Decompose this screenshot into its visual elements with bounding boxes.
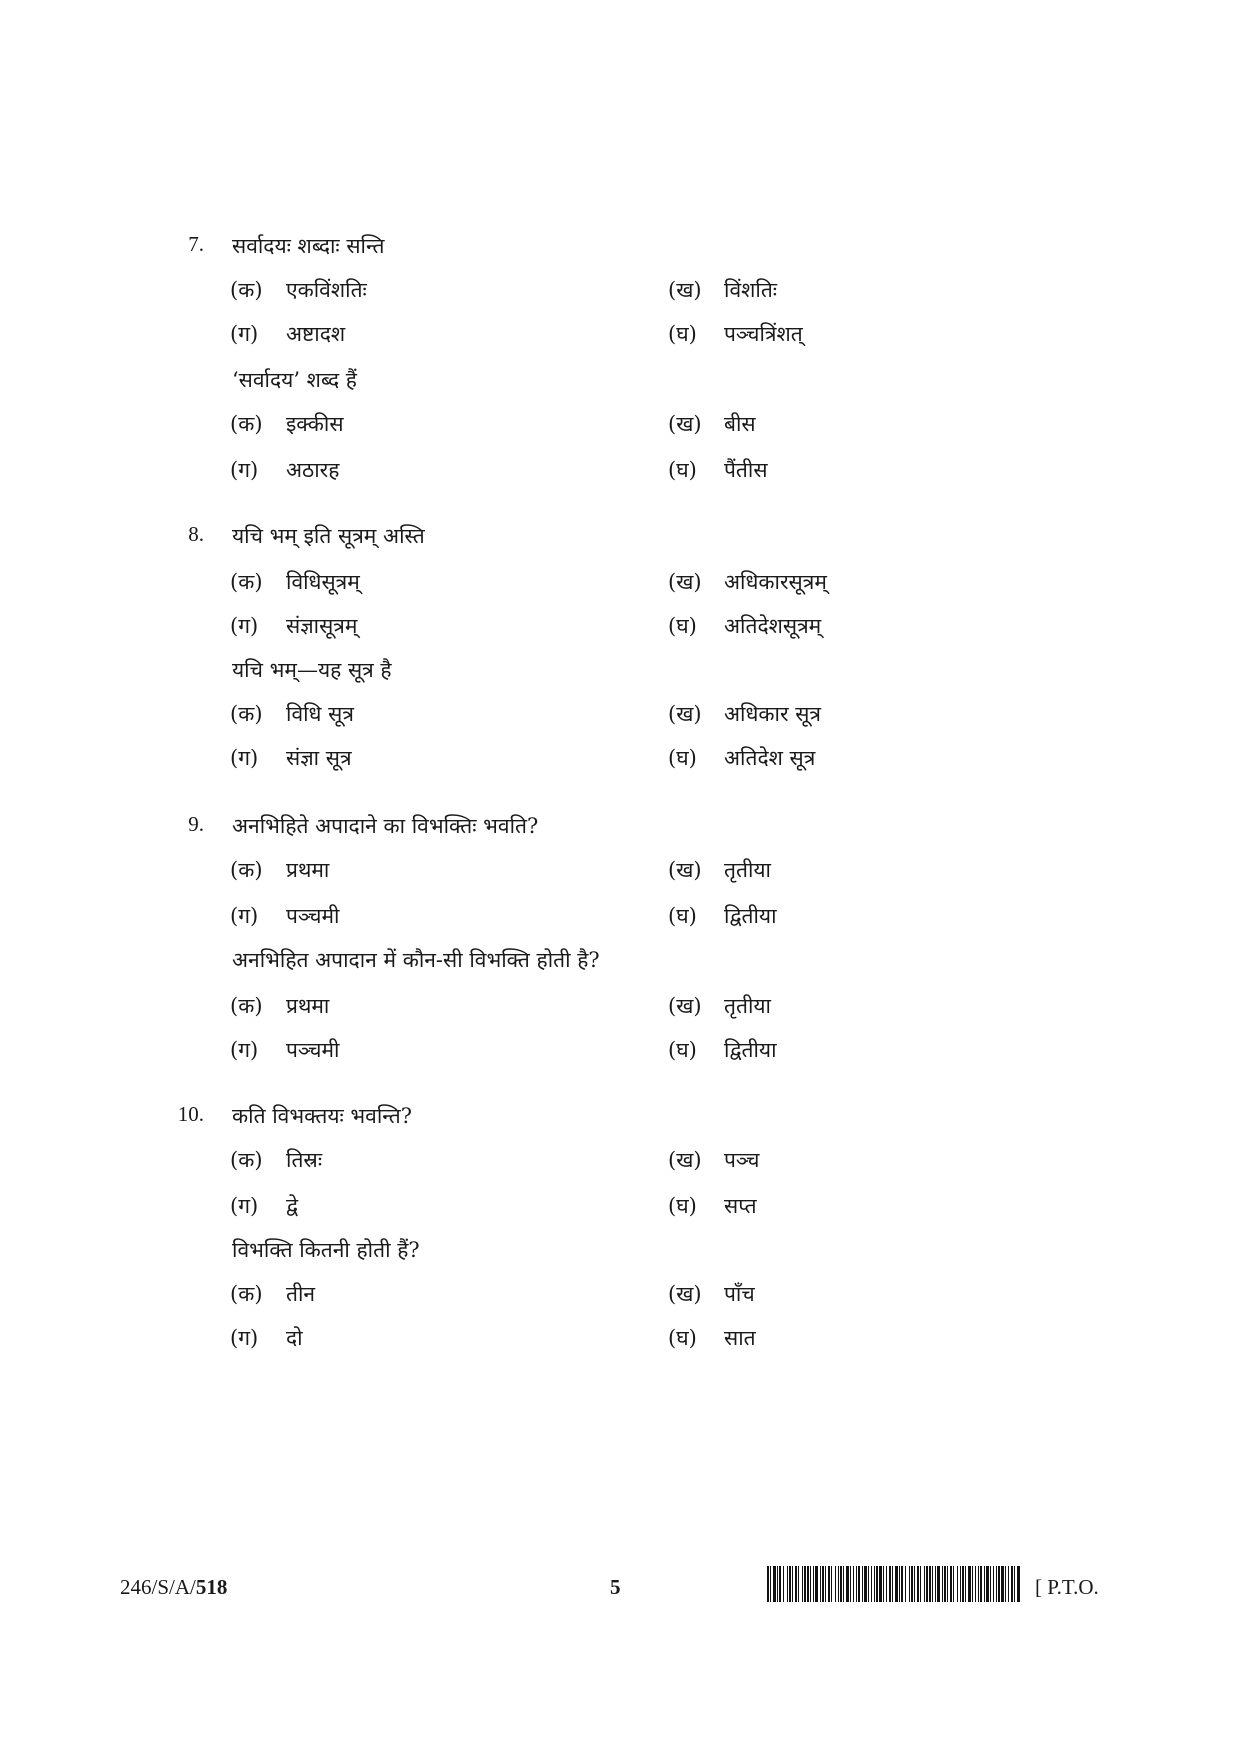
question-number: 9.	[188, 812, 204, 836]
question-text-hindi: विभक्ति कितनी होती हैं?	[232, 1238, 420, 1262]
question-text-sanskrit: अनभिहिते अपादाने का विभक्तिः भवति?	[232, 814, 539, 838]
option-gha: (घ) द्वितीया	[668, 904, 777, 928]
option-kha-hindi: (ख) तृतीया	[668, 994, 771, 1018]
question-text-hindi: यचि भम्—यह सूत्र है	[232, 658, 392, 682]
option-ga: (ग) अष्टादश	[230, 322, 346, 346]
option-gha-hindi: (घ) अतिदेश सूत्र	[668, 746, 816, 770]
option-kha-hindi: (ख) पाँच	[668, 1282, 755, 1306]
option-ga-hindi: (ग) संज्ञा सूत्र	[230, 746, 352, 770]
option-ga-hindi: (ग) अठारह	[230, 458, 340, 482]
option-ka: (क) एकविंशतिः	[230, 278, 367, 302]
option-ga: (ग) द्वे	[230, 1194, 299, 1218]
option-ga-hindi: (ग) पञ्चमी	[230, 1038, 340, 1062]
option-gha-hindi: (घ) सात	[668, 1326, 756, 1350]
option-ga-hindi: (ग) दो	[230, 1326, 303, 1350]
option-ga: (ग) पञ्चमी	[230, 904, 340, 928]
question-text-sanskrit: सर्वादयः शब्दाः सन्ति	[232, 234, 385, 258]
option-kha-hindi: (ख) अधिकार सूत्र	[668, 702, 822, 726]
option-gha-hindi: (घ) पैंतीस	[668, 458, 768, 482]
option-ga: (ग) संज्ञासूत्रम्	[230, 614, 358, 638]
option-kha: (ख) विंशतिः	[668, 278, 778, 302]
option-gha: (घ) सप्त	[668, 1194, 757, 1218]
option-ka-hindi: (क) इक्कीस	[230, 412, 344, 436]
option-gha-hindi: (घ) द्वितीया	[668, 1038, 777, 1062]
question-text-sanskrit: यचि भम् इति सूत्रम् अस्ति	[232, 524, 425, 548]
option-ka-hindi: (क) विधि सूत्र	[230, 702, 354, 726]
pto-label: [ P.T.O.	[1035, 1575, 1099, 1599]
question-text-hindi: अनभिहित अपादान में कौन-सी विभक्ति होती है?	[232, 948, 600, 972]
option-gha: (घ) अतिदेशसूत्रम्	[668, 614, 822, 638]
option-kha: (ख) अधिकारसूत्रम्	[668, 570, 827, 594]
question-number: 8.	[188, 522, 204, 546]
option-kha: (ख) तृतीया	[668, 858, 771, 882]
question-text-hindi: ‘सर्वादय’ शब्द हैं	[232, 368, 357, 392]
option-ka-hindi: (क) तीन	[230, 1282, 316, 1306]
option-kha: (ख) पञ्च	[668, 1148, 760, 1172]
option-ka: (क) विधिसूत्रम्	[230, 570, 360, 594]
option-ka: (क) तिस्रः	[230, 1148, 323, 1172]
paper-code: 246/S/A/518	[120, 1575, 228, 1599]
page-number: 5	[610, 1575, 621, 1599]
option-kha-hindi: (ख) बीस	[668, 412, 756, 436]
option-ka: (क) प्रथमा	[230, 858, 330, 882]
option-ka-hindi: (क) प्रथमा	[230, 994, 330, 1018]
question-number: 7.	[188, 232, 204, 256]
barcode-icon	[767, 1566, 1020, 1602]
option-gha: (घ) पञ्चत्रिंशत्	[668, 322, 803, 346]
question-number: 10.	[177, 1102, 204, 1126]
question-text-sanskrit: कति विभक्तयः भवन्ति?	[232, 1104, 412, 1128]
